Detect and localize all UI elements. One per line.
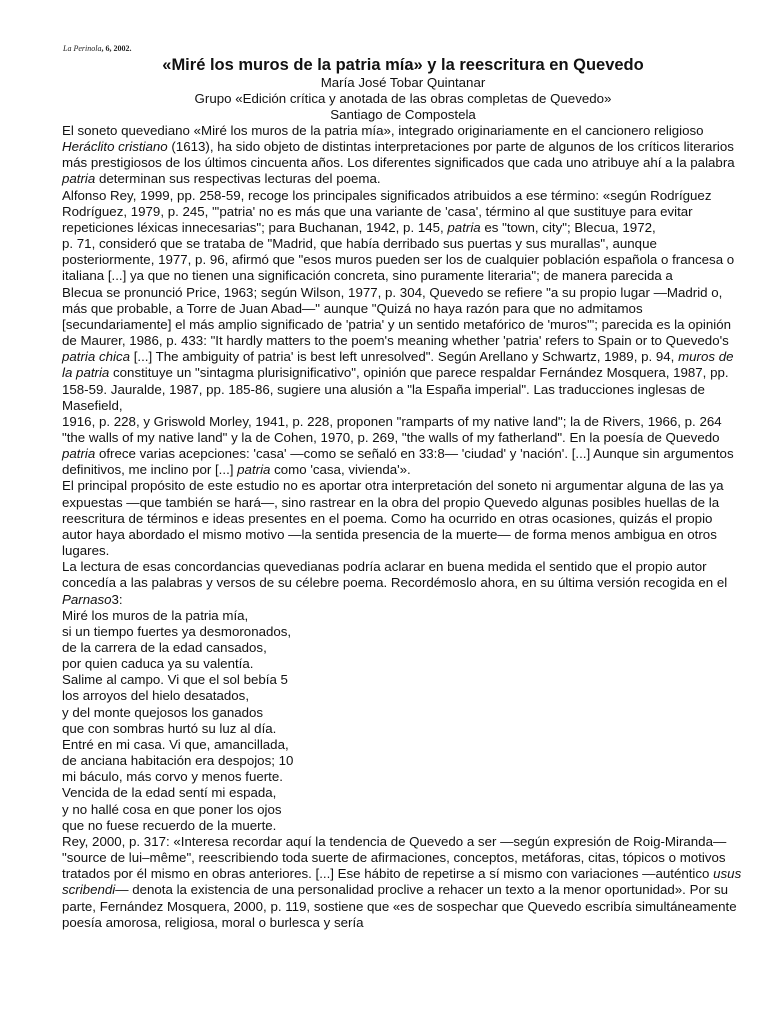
running-head [63, 44, 131, 53]
verse-line: que no fuese recuerdo de la muerte. [62, 817, 277, 833]
footnote-text-4: 1916, p. 228, y Griswold Morley, 1941, p. 228, proponen "ramparts of my native land"; la de Rivers, 1966, p. 264 "the walls of my native land" y la de Cohen, 1970, p. 269, "the walls of my fatherland". En la poesía de Quevedo patria ofrece varias acepciones: 'casa' —como se señaló en 33:8— 'ciudad' y 'nación'. [...] Aunque sin argumentos definitivos, me inclino por [...] patria como 'casa, vivienda'». [62, 413, 734, 478]
verse-line: de la carrera de la edad cansados, [62, 640, 267, 655]
journal-volume: , 6, 2002. [101, 44, 132, 53]
verse-line: y del monte quejosos los ganados [62, 704, 264, 720]
paragraph-reading: La lectura de esas concordancias quevedianas podría aclarar en buena medida el sentido que el propio autor concedía a las palabras y versos de su célebre poema. Recordémoslo ahora, en su última versión recogida en el Parnaso3: [62, 559, 728, 607]
verse-line: Miré los muros de la patria mía, [62, 607, 249, 623]
verse-line: los arroyos del hielo desatados, [62, 688, 250, 704]
footnote-text-3: Blecua se pronunció Price, 1963; según Wilson, 1977, p. 304, Quevedo se refiere "a su propio lugar —Madrid o, más que probable, a Torre de Juan Abad—" aunque "Quizá no haya razón para que no admitamos [secundariamente] el más amplio significado de 'patria' y un sentido metafórico de 'muros'"; parecida es la opinión de Maurer, 1986, p. 433: "It hardly matters to the poem's meaning whether 'patria' refers to Spain or to Quevedo's patria chica [...] The ambiguity of patria' is best left unresolved". Según Arellano y Schwartz, 1989, p. 94, muros de la patria constituye un "sintagma plurisignificativo", opinión que parece respaldar Fernández Mosquera, 1987, pp. 158-59. Jauralde, 1987, pp. 185-86, sugiere una alusión a "la España imperial". Las traducciones inglesas de Masefield, [62, 284, 734, 413]
footnote-text-2: p. 71, consideró que se trataba de "Madrid, que había derribado sus puertas y sus murallas", aunque posteriormente, 1977, p. 96, afirmó que "esos muros pueden ser los de cualquier población española o francesa o italiana [...] ya que no tienen una significación concreta, sino puramente literaria"; de manera parecida a [62, 236, 735, 284]
author-affiliation: Grupo «Edición crítica y anotada de las obras completas de Quevedo» [194, 91, 612, 106]
journal-name: La Perinola [63, 44, 102, 53]
sonnet-verse [62, 608, 744, 834]
verse-line: y no hallé cosa en que poner los ojos [62, 801, 282, 817]
verse-line: Vencida de la edad sentí mi espada, [62, 785, 277, 801]
verse-line: por quien caduca ya su valentía. [62, 656, 254, 672]
article-body [62, 123, 744, 931]
author-location: Santiago de Compostela [330, 107, 476, 122]
article-title: «Miré los muros de la patria mía» y la reescritura en Quevedo [162, 56, 644, 74]
verse-line: mi báculo, más corvo y menos fuerte. [62, 769, 283, 785]
verse-line: Salime al campo. Vi que el sol bebía 5 [62, 672, 288, 688]
footnote-text-1: Alfonso Rey, 1999, pp. 258-59, recoge los principales significados atribuidos a ese término: «según Rodríguez Rodríguez, 1979, p. 245, "'patria' no es más que una variante de 'casa', término al que sustituye para evitar repeticiones léxicas innecesarias"; para Buchanan, 1942, p. 145, patria es "town, city"; Blecua, 1972, [62, 187, 712, 235]
author-name: María José Tobar Quintanar [320, 75, 486, 90]
footnote-text-5: Rey, 2000, p. 317: «Interesa recordar aquí la tendencia de Quevedo a ser —según expresión de Roig-Miranda— "source de lui–même", reescribiendo toda suerte de afirmaciones, conceptos, metáforas, citas, tópicos o motivos tratados por él mismo en obras anteriores. [...] Ese hábito de repetirse a sí mismo con variaciones —auténtico usus scribendi— denota la existencia de una personalidad proclive a rehacer un texto a la menor oportunidad». Por su parte, Fernández Mosquera, 2000, p. 119, sostiene que «es de sospechar que Quevedo escribía simultáneamente poesía amorosa, religiosa, moral o burlesca y sería [62, 833, 742, 930]
paragraph-intro: El soneto quevediano «Miré los muros de la patria mía», integrado originariamente en el cancionero religioso Heráclito cristiano (1613), ha sido objeto de distintas interpretaciones por parte de algunos de los críticos literarios más prestigiosos de los últimos cincuenta años. Los diferentes significados que cada uno atribuye ahí a la palabra patria determinan sus respectivas lecturas del poema. [62, 123, 735, 187]
paragraph-purpose: El principal propósito de este estudio no es aportar otra interpretación del soneto ni argumentar alguna de las ya expuestas —que también se hará—, sino rastrear en la obra del propio Quevedo algunas posibles huellas de la reescritura de términos e ideas presentes en el poema. Como ha ocurrido en otras ocasiones, quizás el propio autor haya abordado el mismo motivo —la sentida presencia de la muerte— de forma menos ambigua en otros lugares. [62, 478, 724, 559]
verse-line: Entré en mi casa. Vi que, amancillada, [62, 736, 289, 752]
verse-line: que con sombras hurtó su luz al día. [62, 720, 277, 736]
verse-line: de anciana habitación era despojos; 10 [62, 753, 294, 769]
verse-line: si un tiempo fuertes ya desmoronados, [62, 623, 292, 639]
